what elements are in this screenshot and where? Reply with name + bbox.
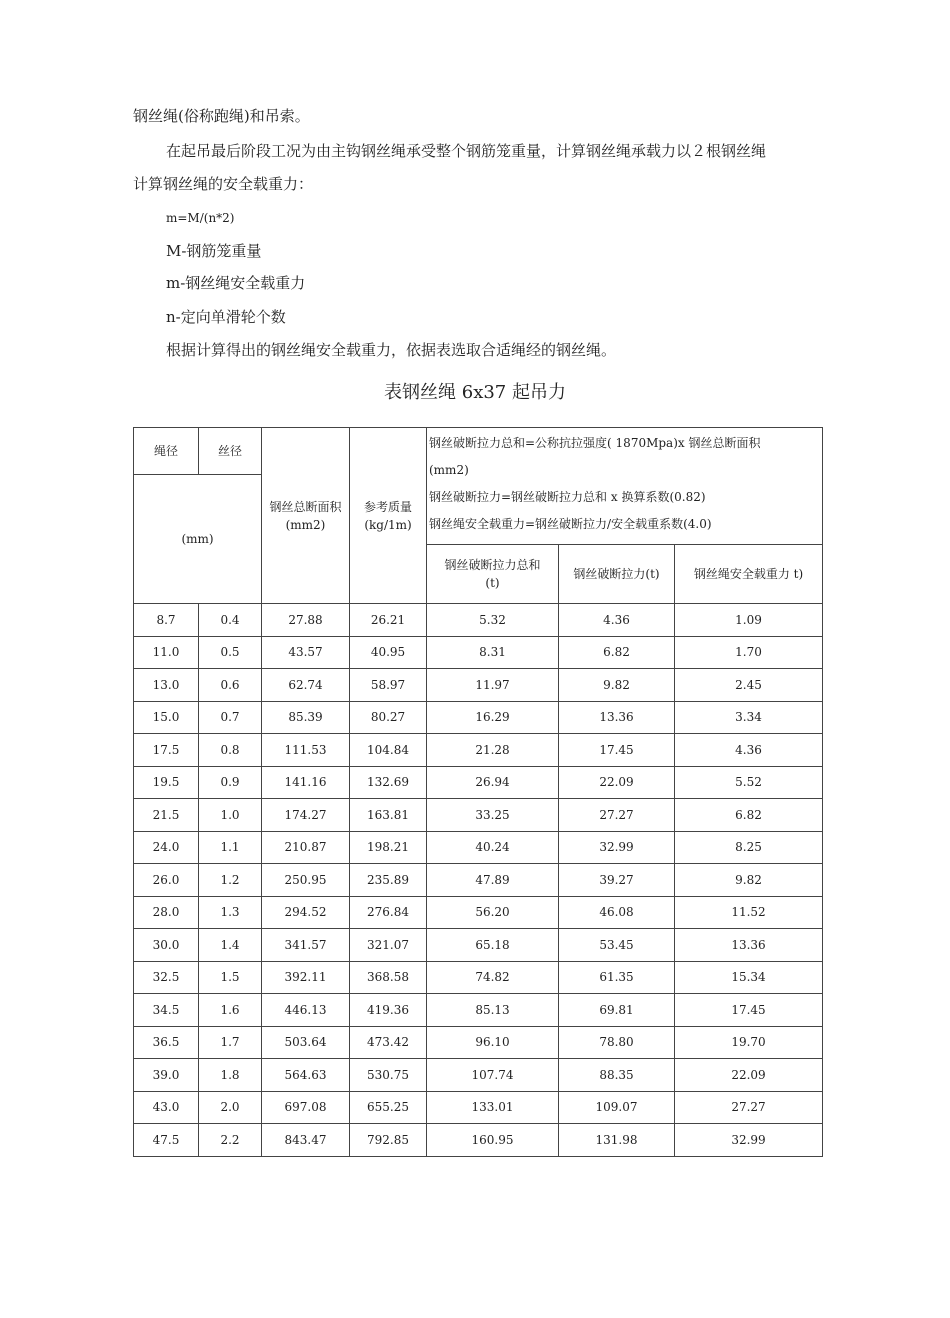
cell-rope-diameter: 43.0 xyxy=(134,1091,199,1124)
header-breaking-force: 钢丝破断拉力(t) xyxy=(559,545,675,604)
table-row xyxy=(134,1124,823,1157)
table-row xyxy=(134,896,823,929)
cell-reference-mass: 792.85 xyxy=(350,1124,427,1157)
cell-breaking-force: 131.98 xyxy=(559,1124,675,1157)
table-row xyxy=(134,994,823,1027)
cell-breaking-sum: 65.18 xyxy=(427,929,559,962)
cell-breaking-force: 6.82 xyxy=(559,636,675,669)
cell-rope-diameter: 17.5 xyxy=(134,734,199,767)
table-row xyxy=(134,929,823,962)
cell-reference-mass: 473.42 xyxy=(350,1026,427,1059)
cell-breaking-force: 109.07 xyxy=(559,1091,675,1124)
header-formula-notes xyxy=(427,428,823,545)
cell-breaking-sum: 33.25 xyxy=(427,799,559,832)
cell-breaking-force: 53.45 xyxy=(559,929,675,962)
cell-safe-load: 1.09 xyxy=(675,604,823,637)
cell-breaking-force: 39.27 xyxy=(559,864,675,897)
cell-wire-diameter: 1.8 xyxy=(199,1059,262,1092)
cell-reference-mass: 655.25 xyxy=(350,1091,427,1124)
cell-breaking-force: 27.27 xyxy=(559,799,675,832)
cell-safe-load: 8.25 xyxy=(675,831,823,864)
cell-wire-diameter: 0.6 xyxy=(199,669,262,702)
cell-wire-diameter: 2.2 xyxy=(199,1124,262,1157)
cell-breaking-sum: 40.24 xyxy=(427,831,559,864)
cell-breaking-sum: 26.94 xyxy=(427,766,559,799)
cell-reference-mass: 235.89 xyxy=(350,864,427,897)
cell-total-area: 392.11 xyxy=(262,961,350,994)
cell-wire-diameter: 1.6 xyxy=(199,994,262,1027)
table-row xyxy=(134,604,823,637)
cell-rope-diameter: 26.0 xyxy=(134,864,199,897)
cell-breaking-force: 9.82 xyxy=(559,669,675,702)
table-row xyxy=(134,1091,823,1124)
cell-reference-mass: 276.84 xyxy=(350,896,427,929)
table-row xyxy=(134,766,823,799)
cell-safe-load: 19.70 xyxy=(675,1026,823,1059)
cell-reference-mass: 163.81 xyxy=(350,799,427,832)
cell-rope-diameter: 36.5 xyxy=(134,1026,199,1059)
cell-rope-diameter: 39.0 xyxy=(134,1059,199,1092)
header-total-area-unit: (mm2) xyxy=(285,517,326,532)
definition-n: n-定向单滑轮个数 xyxy=(166,308,286,326)
table-row xyxy=(134,734,823,767)
cell-breaking-sum: 107.74 xyxy=(427,1059,559,1092)
cell-breaking-sum: 56.20 xyxy=(427,896,559,929)
cell-breaking-force: 4.36 xyxy=(559,604,675,637)
formula: m=M/(n*2) xyxy=(166,211,235,225)
paragraph-intro: 钢丝绳(俗称跑绳)和吊索。 xyxy=(133,107,310,125)
cell-rope-diameter: 11.0 xyxy=(134,636,199,669)
cell-wire-diameter: 0.7 xyxy=(199,701,262,734)
cell-breaking-force: 61.35 xyxy=(559,961,675,994)
cell-breaking-sum: 74.82 xyxy=(427,961,559,994)
cell-total-area: 564.63 xyxy=(262,1059,350,1092)
header-safe-load: 钢丝绳安全载重力 t) xyxy=(675,545,823,604)
cell-total-area: 111.53 xyxy=(262,734,350,767)
cell-total-area: 141.16 xyxy=(262,766,350,799)
cell-rope-diameter: 47.5 xyxy=(134,1124,199,1157)
cell-breaking-force: 46.08 xyxy=(559,896,675,929)
header-unit-mm: (mm) xyxy=(134,475,262,604)
header-breaking-sum xyxy=(427,545,559,604)
table-title: 表钢丝绳 6x37 起吊力 xyxy=(384,382,566,403)
cell-total-area: 43.57 xyxy=(262,636,350,669)
cell-rope-diameter: 24.0 xyxy=(134,831,199,864)
cell-rope-diameter: 8.7 xyxy=(134,604,199,637)
cell-breaking-sum: 8.31 xyxy=(427,636,559,669)
header-reference-mass-unit: (kg/1m) xyxy=(364,517,412,532)
cell-safe-load: 22.09 xyxy=(675,1059,823,1092)
wire-rope-table xyxy=(133,427,823,1157)
cell-reference-mass: 419.36 xyxy=(350,994,427,1027)
cell-breaking-force: 22.09 xyxy=(559,766,675,799)
cell-safe-load: 3.34 xyxy=(675,701,823,734)
definition-m: m-钢丝绳安全载重力 xyxy=(166,274,306,292)
cell-reference-mass: 132.69 xyxy=(350,766,427,799)
cell-wire-diameter: 0.5 xyxy=(199,636,262,669)
cell-breaking-sum: 21.28 xyxy=(427,734,559,767)
header-reference-mass xyxy=(350,428,427,604)
cell-safe-load: 6.82 xyxy=(675,799,823,832)
cell-wire-diameter: 1.5 xyxy=(199,961,262,994)
cell-rope-diameter: 28.0 xyxy=(134,896,199,929)
cell-breaking-sum: 96.10 xyxy=(427,1026,559,1059)
cell-safe-load: 4.36 xyxy=(675,734,823,767)
cell-total-area: 85.39 xyxy=(262,701,350,734)
cell-wire-diameter: 1.1 xyxy=(199,831,262,864)
cell-reference-mass: 530.75 xyxy=(350,1059,427,1092)
table-row xyxy=(134,864,823,897)
table-row xyxy=(134,669,823,702)
cell-safe-load: 1.70 xyxy=(675,636,823,669)
cell-safe-load: 5.52 xyxy=(675,766,823,799)
cell-wire-diameter: 2.0 xyxy=(199,1091,262,1124)
cell-safe-load: 17.45 xyxy=(675,994,823,1027)
cell-total-area: 27.88 xyxy=(262,604,350,637)
cell-wire-diameter: 0.8 xyxy=(199,734,262,767)
cell-wire-diameter: 1.4 xyxy=(199,929,262,962)
cell-reference-mass: 58.97 xyxy=(350,669,427,702)
cell-total-area: 250.95 xyxy=(262,864,350,897)
header-wire-diameter: 丝径 xyxy=(199,428,262,475)
cell-total-area: 62.74 xyxy=(262,669,350,702)
cell-safe-load: 15.34 xyxy=(675,961,823,994)
cell-breaking-force: 32.99 xyxy=(559,831,675,864)
cell-breaking-sum: 47.89 xyxy=(427,864,559,897)
cell-wire-diameter: 1.3 xyxy=(199,896,262,929)
cell-reference-mass: 198.21 xyxy=(350,831,427,864)
paragraph-selection: 根据计算得出的钢丝绳安全载重力，依据表选取合适绳经的钢丝绳。 xyxy=(166,341,617,359)
cell-breaking-force: 78.80 xyxy=(559,1026,675,1059)
table-row xyxy=(134,961,823,994)
table-row xyxy=(134,1026,823,1059)
cell-rope-diameter: 19.5 xyxy=(134,766,199,799)
note-breaking-sum: 钢丝破断拉力总和=公称抗拉强度( 1870Mpa)x 钢丝总断面积 xyxy=(429,436,761,450)
header-total-area-label: 钢丝总断面积 xyxy=(269,499,342,514)
cell-breaking-sum: 5.32 xyxy=(427,604,559,637)
paragraph-calc-cont: 计算钢丝绳的安全载重力： xyxy=(133,175,314,193)
cell-safe-load: 9.82 xyxy=(675,864,823,897)
cell-safe-load: 2.45 xyxy=(675,669,823,702)
cell-safe-load: 27.27 xyxy=(675,1091,823,1124)
header-total-area xyxy=(262,428,350,604)
cell-breaking-sum: 85.13 xyxy=(427,994,559,1027)
cell-total-area: 294.52 xyxy=(262,896,350,929)
cell-breaking-force: 17.45 xyxy=(559,734,675,767)
cell-wire-diameter: 1.0 xyxy=(199,799,262,832)
cell-total-area: 697.08 xyxy=(262,1091,350,1124)
cell-breaking-sum: 16.29 xyxy=(427,701,559,734)
cell-wire-diameter: 1.2 xyxy=(199,864,262,897)
cell-breaking-sum: 133.01 xyxy=(427,1091,559,1124)
cell-reference-mass: 80.27 xyxy=(350,701,427,734)
cell-rope-diameter: 21.5 xyxy=(134,799,199,832)
header-rope-diameter: 绳径 xyxy=(134,428,199,475)
header-breaking-sum-unit: (t) xyxy=(485,576,500,590)
cell-total-area: 843.47 xyxy=(262,1124,350,1157)
cell-total-area: 210.87 xyxy=(262,831,350,864)
cell-rope-diameter: 32.5 xyxy=(134,961,199,994)
table-row xyxy=(134,1059,823,1092)
cell-wire-diameter: 0.4 xyxy=(199,604,262,637)
note-safe-load: 钢丝绳安全载重力=钢丝破断拉力/安全载重系数(4.0) xyxy=(429,517,712,531)
table-row xyxy=(134,636,823,669)
cell-reference-mass: 104.84 xyxy=(350,734,427,767)
header-breaking-sum-label: 钢丝破断拉力总和 xyxy=(444,558,541,572)
table-row xyxy=(134,831,823,864)
cell-reference-mass: 321.07 xyxy=(350,929,427,962)
definition-M: M-钢筋笼重量 xyxy=(166,242,262,260)
cell-rope-diameter: 34.5 xyxy=(134,994,199,1027)
note-breaking-force: 钢丝破断拉力=钢丝破断拉力总和 x 换算系数(0.82) xyxy=(429,490,706,504)
cell-breaking-force: 88.35 xyxy=(559,1059,675,1092)
note-breaking-sum-unit: (mm2) xyxy=(429,463,469,477)
cell-wire-diameter: 0.9 xyxy=(199,766,262,799)
cell-safe-load: 32.99 xyxy=(675,1124,823,1157)
cell-rope-diameter: 30.0 xyxy=(134,929,199,962)
cell-rope-diameter: 15.0 xyxy=(134,701,199,734)
header-reference-mass-label: 参考质量 xyxy=(363,499,412,514)
cell-total-area: 446.13 xyxy=(262,994,350,1027)
cell-safe-load: 11.52 xyxy=(675,896,823,929)
cell-reference-mass: 26.21 xyxy=(350,604,427,637)
cell-rope-diameter: 13.0 xyxy=(134,669,199,702)
paragraph-calc: 在起吊最后阶段工况为由主钩钢丝绳承受整个钢筋笼重量，计算钢丝绳承载力以２根钢丝绳 xyxy=(166,142,767,160)
cell-reference-mass: 368.58 xyxy=(350,961,427,994)
cell-total-area: 341.57 xyxy=(262,929,350,962)
cell-reference-mass: 40.95 xyxy=(350,636,427,669)
table-row xyxy=(134,799,823,832)
cell-safe-load: 13.36 xyxy=(675,929,823,962)
cell-breaking-force: 69.81 xyxy=(559,994,675,1027)
cell-total-area: 174.27 xyxy=(262,799,350,832)
cell-breaking-sum: 160.95 xyxy=(427,1124,559,1157)
cell-breaking-sum: 11.97 xyxy=(427,669,559,702)
cell-breaking-force: 13.36 xyxy=(559,701,675,734)
table-row xyxy=(134,701,823,734)
cell-wire-diameter: 1.7 xyxy=(199,1026,262,1059)
cell-total-area: 503.64 xyxy=(262,1026,350,1059)
